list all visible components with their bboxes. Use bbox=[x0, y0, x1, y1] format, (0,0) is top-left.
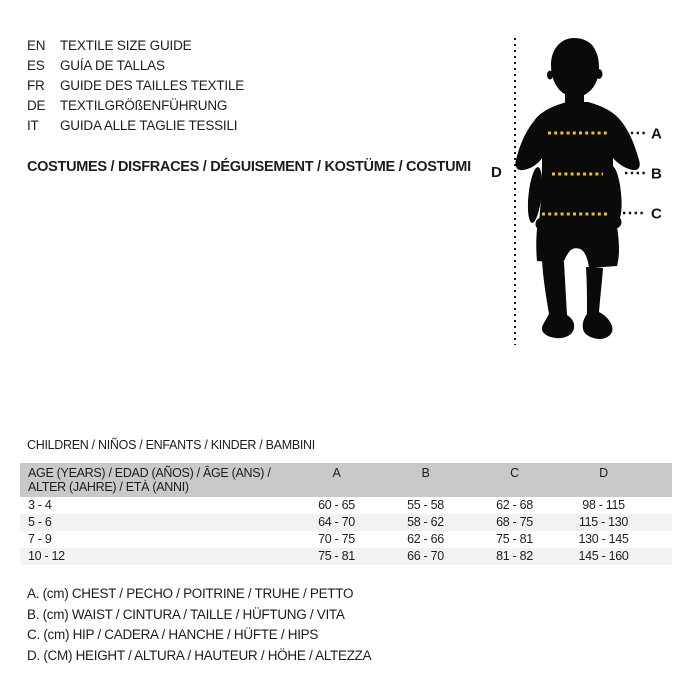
language-row bbox=[27, 36, 244, 56]
height-cell: 115 - 130 bbox=[578, 515, 629, 529]
measurement-legend bbox=[27, 584, 371, 666]
waist-cell: 55 - 58 bbox=[407, 498, 444, 512]
age-header-line2: ALTER (JAHRE) / ETÀ (ANNI) bbox=[28, 480, 189, 494]
language-row bbox=[27, 116, 244, 136]
language-code: FR bbox=[27, 78, 45, 93]
age-header-line1: AGE (YEARS) / EDAD (AÑOS) / ÂGE (ANS) / bbox=[28, 466, 271, 480]
table-row bbox=[20, 548, 672, 565]
hip-cell: 75 - 81 bbox=[496, 532, 533, 546]
height-cell: 145 - 160 bbox=[578, 549, 629, 563]
age-cell: 3 - 4 bbox=[28, 498, 52, 512]
language-row bbox=[27, 56, 244, 76]
hip-cell: 81 - 82 bbox=[496, 549, 533, 563]
age-column-header bbox=[28, 466, 292, 494]
hip-cell: 68 - 75 bbox=[496, 515, 533, 529]
language-label: TEXTILGRÖßENFÜHRUNG bbox=[60, 98, 228, 113]
waist-cell: 58 - 62 bbox=[407, 515, 444, 529]
chest-cell: 70 - 75 bbox=[318, 532, 355, 546]
table-section-title: CHILDREN / NIÑOS / ENFANTS / KINDER / BAMBINI bbox=[27, 438, 315, 452]
table-row bbox=[20, 514, 672, 531]
legend-line-height: D. (CM) HEIGHT / ALTURA / HAUTEUR / HÖHE / ALTEZZA bbox=[27, 647, 372, 663]
waist-cell: 66 - 70 bbox=[407, 549, 444, 563]
age-cell: 10 - 12 bbox=[28, 549, 65, 563]
chest-cell: 75 - 81 bbox=[318, 549, 355, 563]
language-list bbox=[27, 36, 244, 136]
language-code: DE bbox=[27, 98, 46, 113]
language-row bbox=[27, 76, 244, 96]
height-cell: 130 - 145 bbox=[578, 532, 629, 546]
language-label: GUIDE DES TAILLES TEXTILE bbox=[60, 78, 245, 93]
legend-line-chest: A. (cm) CHEST / PECHO / POITRINE / TRUHE / PETTO bbox=[27, 586, 354, 601]
chest-cell: 60 - 65 bbox=[318, 498, 355, 512]
age-cell: 5 - 6 bbox=[28, 515, 52, 529]
child-silhouette-icon bbox=[515, 38, 639, 339]
chest-cell: 64 - 70 bbox=[318, 515, 355, 529]
language-row bbox=[27, 96, 244, 116]
language-label: GUIDA ALLE TAGLIE TESSILI bbox=[60, 118, 238, 133]
table-row bbox=[20, 531, 672, 548]
column-header-a: A bbox=[332, 466, 341, 480]
age-cell: 7 - 9 bbox=[28, 532, 52, 546]
column-header-c: C bbox=[510, 466, 519, 480]
language-label: GUÍA DE TALLAS bbox=[60, 58, 165, 73]
column-header-d: D bbox=[599, 466, 608, 480]
label-d: D bbox=[491, 164, 502, 181]
label-a: A bbox=[651, 125, 662, 143]
language-code: EN bbox=[27, 38, 46, 53]
category-title: COSTUMES / DISFRACES / DÉGUISEMENT / KOSTÜME / COSTUMI bbox=[27, 159, 471, 175]
legend-line-waist: B. (cm) WAIST / CINTURA / TAILLE / HÜFTUNG / VITA bbox=[27, 606, 345, 622]
language-code: IT bbox=[27, 118, 39, 133]
height-cell: 98 - 115 bbox=[582, 498, 625, 512]
table-row bbox=[20, 497, 672, 514]
table-header-row bbox=[20, 463, 672, 497]
hip-cell: 62 - 68 bbox=[496, 498, 533, 512]
language-label: TEXTILE SIZE GUIDE bbox=[60, 38, 192, 53]
language-code: ES bbox=[27, 58, 45, 73]
measurement-diagram bbox=[485, 30, 685, 360]
legend-line-hip: C. (cm) HIP / CADERA / HANCHE / HÜFTE / HIPS bbox=[27, 627, 319, 642]
column-header-b: B bbox=[421, 466, 430, 480]
waist-cell: 62 - 66 bbox=[407, 532, 444, 546]
size-table bbox=[20, 463, 672, 565]
label-c: C bbox=[651, 205, 662, 223]
label-b: B bbox=[651, 165, 662, 183]
